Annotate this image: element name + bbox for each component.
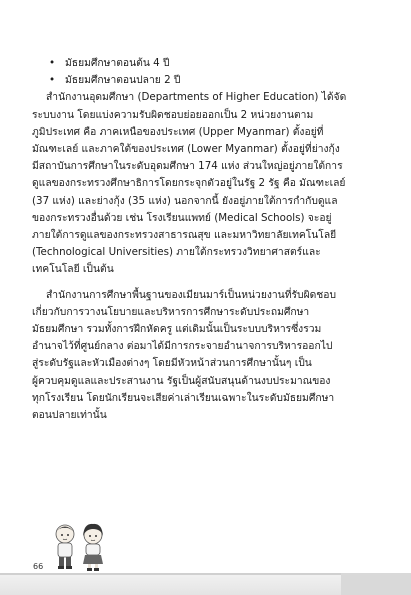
paragraph-line: ทุกโรงเรียน โดยนักเรียนจะเสียค่าเล่าเรียนเฉพาะในระดับมัธยมศึกษา (32, 391, 335, 404)
paragraph-line: สำนักงานการศึกษาพื้นฐานของเมียนมาร์เป็นหน่วยงานที่รับผิดชอบ (46, 288, 337, 301)
paragraph-line: มีสถาบันการศึกษาในระดับอุดมศึกษา 174 แห่ง ส่วนใหญ่อยู่ภายใต้การ (32, 160, 343, 173)
list-item (32, 55, 382, 72)
bullet-list (32, 55, 382, 89)
paragraph-line: มัธยมศึกษา รวมทั้งการฝึกหัดครู แต่เดิมนั้นเป็นระบบบริหารซึ่งรวม (32, 323, 322, 336)
page-content (32, 55, 382, 424)
paragraph-line: สู่ระดับรัฐและหัวเมืองต่างๆ โดยมีหัวหน้าส่วนการศึกษานั้นๆ เป็น (32, 357, 312, 370)
paragraph-line: ระบบงาน โดยแบ่งความรับผิดชอบย่อยออกเป็น 2 หน่วยงานตาม (32, 108, 314, 121)
boy-figure-icon (56, 525, 74, 569)
paragraph-line: ตอนปลายเท่านั้น (32, 409, 107, 422)
footer-tab (341, 573, 411, 595)
page-number: 66 (33, 562, 44, 571)
paragraph-higher-education (32, 89, 382, 278)
paragraph-basic-education (32, 287, 382, 425)
bullet-icon: • (49, 57, 56, 69)
students-illustration (45, 518, 115, 578)
bullet-text: มัธยมศึกษาตอนต้น 4 ปี (65, 57, 170, 69)
bullet-text: มัธยมศึกษาตอนปลาย 2 ปี (65, 74, 181, 87)
paragraph-line: เกี่ยวกับการวางนโยบายและบริหารการศึกษาระดับประถมศึกษา (32, 305, 310, 318)
paragraph-line: ดูแลของกระทรวงศึกษาธิการโดยกระจุกตัวอยู่ในรัฐ 2 รัฐ คือ มัณฑะเลย์ (32, 177, 346, 190)
paragraph-line: มัณฑะเลย์ และภาคใต้ของประเทศ (Lower Myanmar) ตั้งอยู่ที่ย่างกุ้ง (32, 143, 340, 156)
paragraph-line: ภูมิประเทศ คือ ภาคเหนือของประเทศ (Upper Myanmar) ตั้งอยู่ที่ (32, 125, 324, 138)
bullet-icon: • (49, 74, 56, 87)
paragraph-line: (37 แห่ง) และย่างกุ้ง (35 แห่ง) นอกจากนี้ ยังอยู่ภายใต้การกำกับดูแล (32, 194, 338, 207)
girl-figure-icon (83, 524, 103, 571)
paragraph-line: (Technological Universities) ภายใต้กระทรวงวิทยาศาสตร์และ (32, 246, 321, 259)
paragraph-line: อำนาจไว้ที่ศูนย์กลาง ต่อมาได้มีการกระจายอำนาจการบริหารออกไป (32, 340, 333, 353)
paragraph-line: สำนักงานอุดมศึกษา (Departments of Higher Education) ได้จัด (46, 91, 347, 104)
paragraph-line: ภายใต้การดูแลของกระทรวงสาธารณสุข และมหาวิทยาลัยเทคโนโลยี (32, 229, 337, 242)
list-item (32, 72, 382, 89)
paragraph-line: ของกระทรวงอื่นด้วย เช่น โรงเรียนแพทย์ (Medical Schools) จะอยู่ (32, 211, 332, 224)
paragraph-line: เทคโนโลยี เป็นต้น (32, 263, 114, 276)
paragraph-line: ผู้ควบคุมดูแลและประสานงาน รัฐเป็นผู้สนับสนุนด้านงบประมาณของ (32, 374, 331, 387)
